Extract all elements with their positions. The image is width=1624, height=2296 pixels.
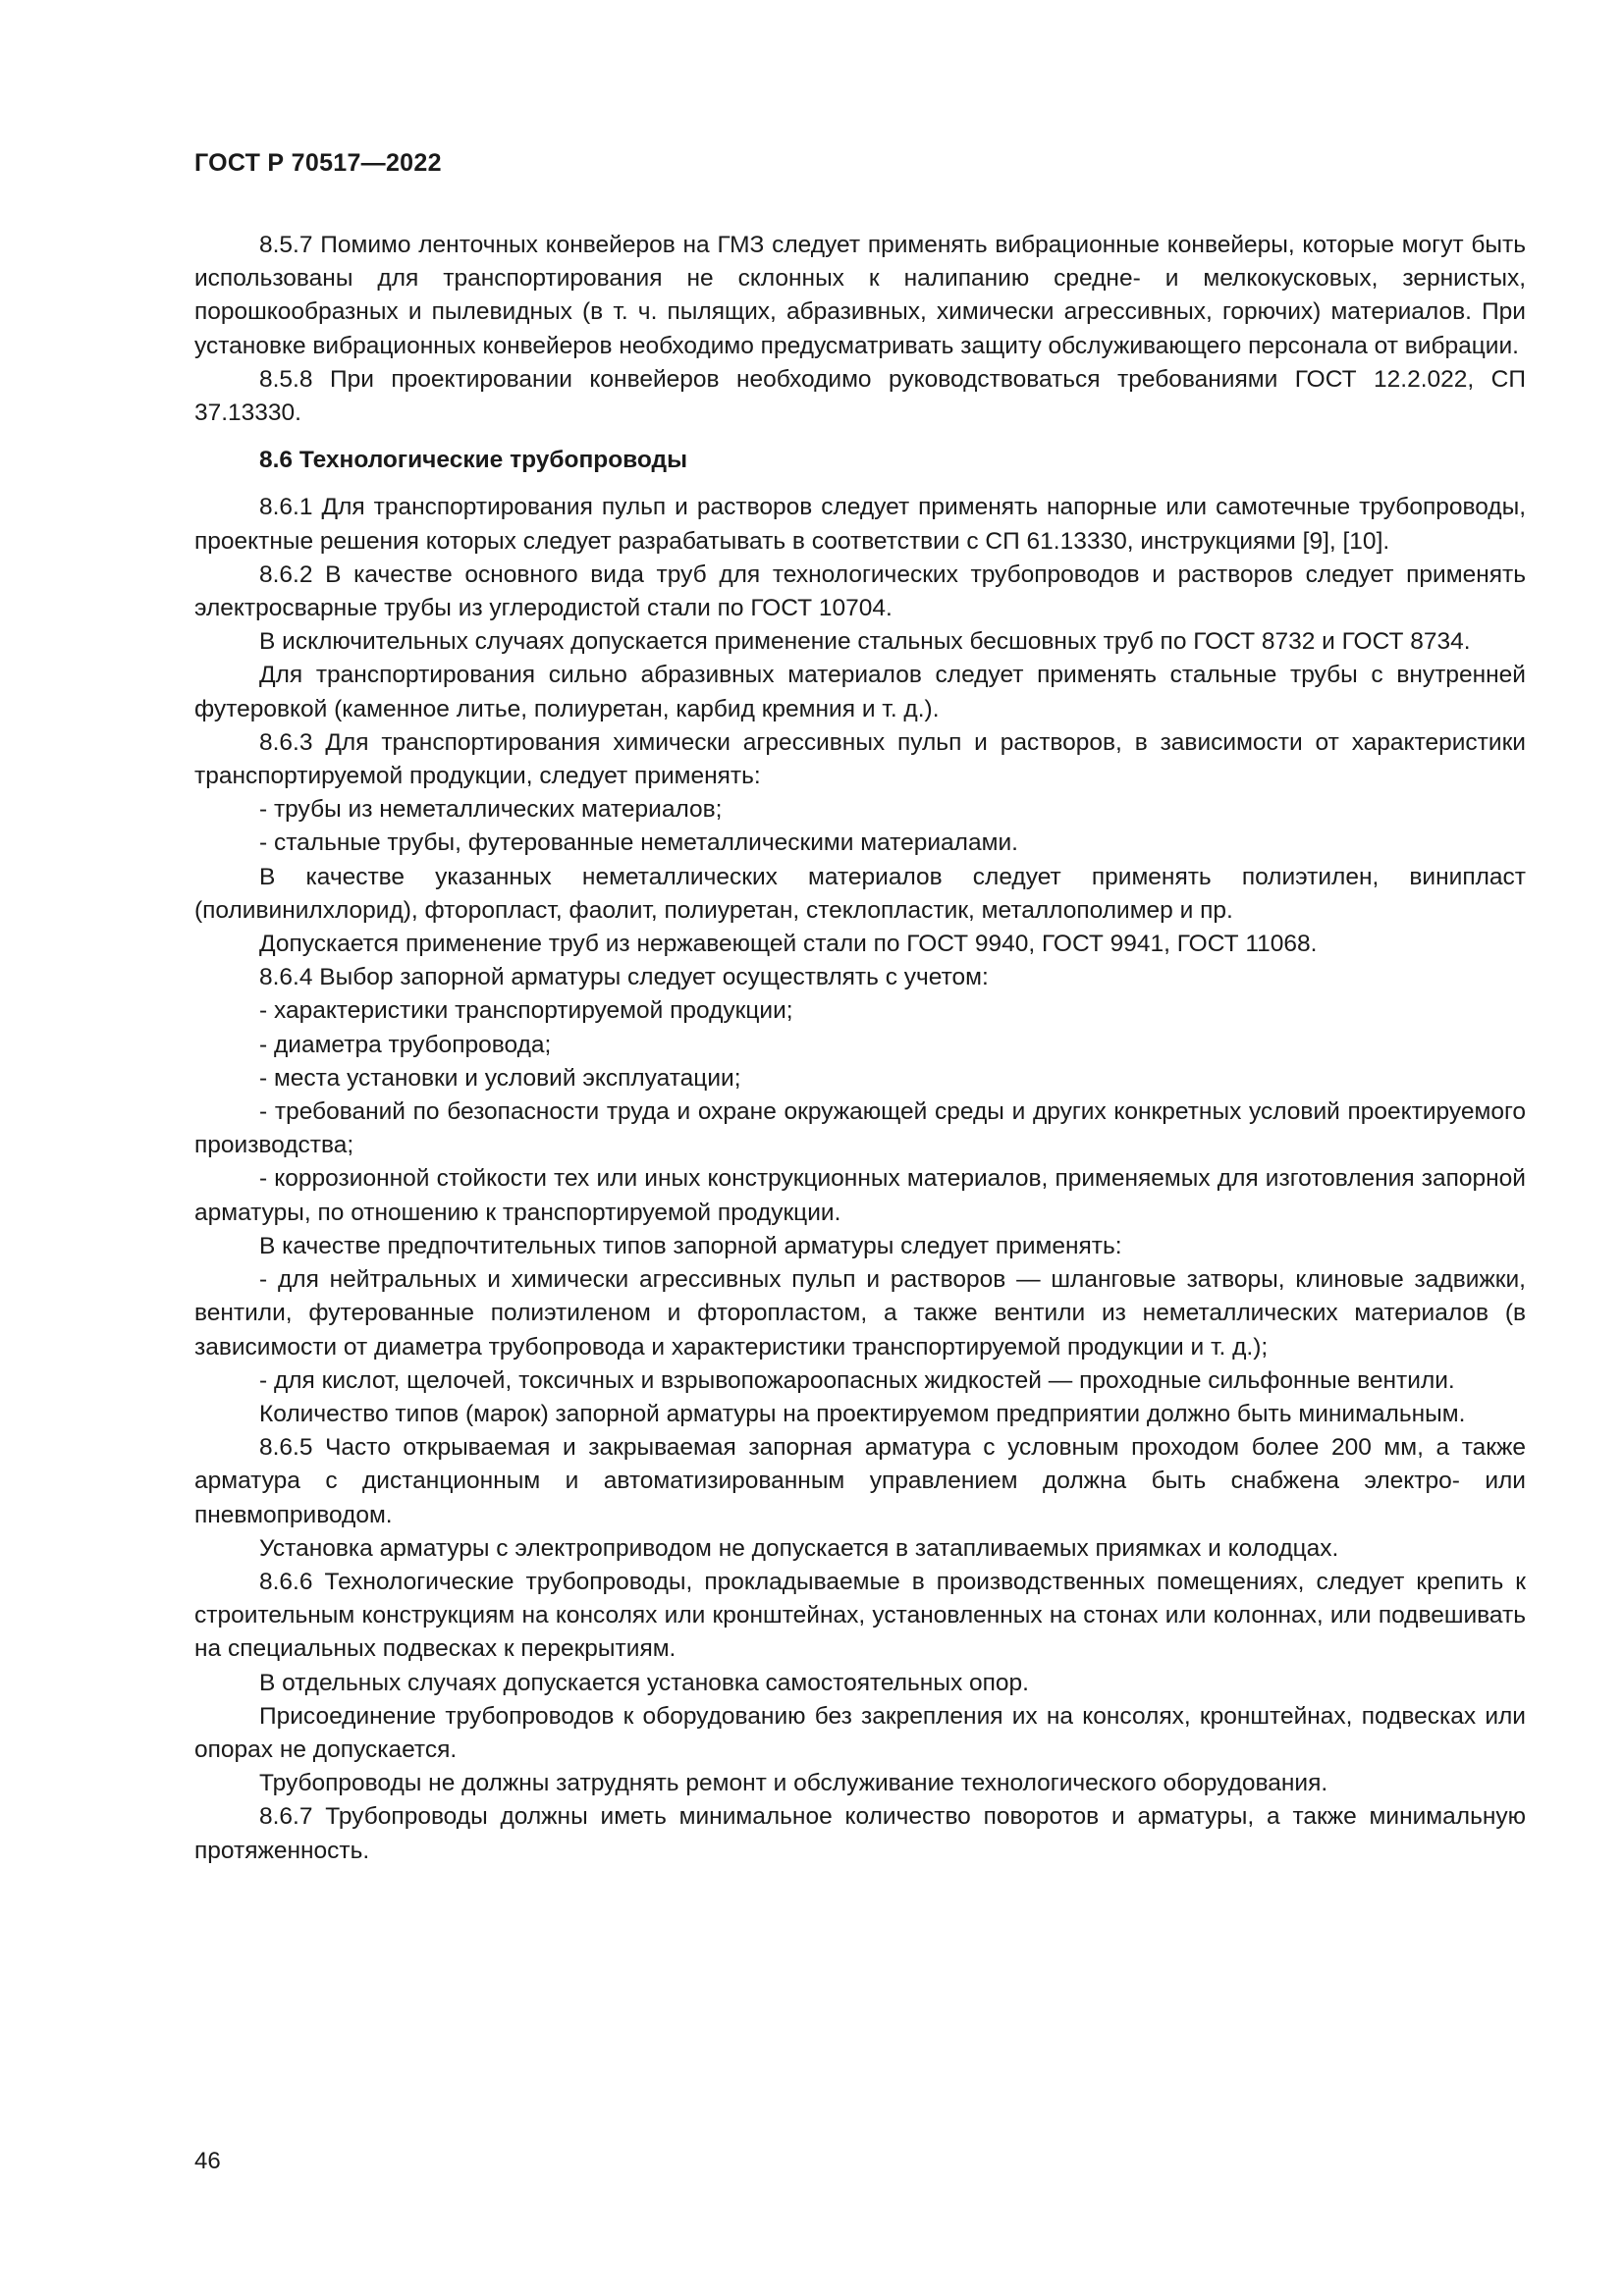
paragraph: 8.6.1 Для транспортирования пульп и растворов следует применять напорные или самотечные трубопроводы, проектные решения которых следует разрабатывать в соответствии с СП 61.13330, инструкциями [9], [10].: [194, 494, 1526, 555]
paragraph: Установка арматуры с электроприводом не допускается в затапливаемых приямках и колодцах.: [259, 1534, 1339, 1562]
paragraph: 8.6.4 Выбор запорной арматуры следует осуществлять с учетом:: [259, 964, 989, 991]
paragraph: Для транспортирования сильно абразивных материалов следует применять стальные трубы с внутренней футеровкой (каменное литье, полиуретан, карбид кремния и т. д.).: [194, 662, 1526, 722]
paragraph: Количество типов (марок) запорной арматуры на проектируемом предприятии должно быть минимальным.: [259, 1400, 1466, 1427]
paragraph: 8.6.7 Трубопроводы должны иметь минимальное количество поворотов и арматуры, а также минимальную протяженность.: [194, 1803, 1526, 1864]
list-item: - трубы из неметаллических материалов;: [259, 796, 723, 824]
paragraph: 8.6.3 Для транспортирования химически агрессивных пульп и растворов, в зависимости от характеристики транспортируемой продукции, следует применять:: [194, 728, 1526, 790]
list-item: - диаметра трубопровода;: [259, 1031, 552, 1058]
list-item: - коррозионной стойкости тех или иных конструкционных материалов, применяемых для изготовления запорной арматуры, по отношению к транспортируемой продукции.: [194, 1165, 1526, 1226]
paragraph: В исключительных случаях допускается применение стальных бесшовных труб по ГОСТ 8732 и ГОСТ 8734.: [259, 628, 1471, 656]
list-item: - стальные трубы, футерованные неметаллическими материалами.: [259, 829, 1018, 857]
paragraph: Трубопроводы не должны затруднять ремонт и обслуживание технологического оборудования.: [259, 1770, 1328, 1797]
paragraph: 8.5.8 При проектировании конвейеров необходимо руководствоваться требованиями ГОСТ 12.2.022, СП 37.13330.: [194, 365, 1526, 427]
document-header: ГОСТ Р 70517—2022: [194, 149, 442, 177]
document-body: [194, 229, 1526, 1868]
paragraph: 8.6.2 В качестве основного вида труб для технологических трубопроводов и растворов следует применять электросварные трубы из углеродистой стали по ГОСТ 10704.: [194, 561, 1526, 622]
section-heading: 8.6 Технологические трубопроводы: [259, 447, 688, 474]
paragraph: Присоединение трубопроводов к оборудованию без закрепления их на консолях, кронштейнах, подвесках или опорах не допускается.: [194, 1702, 1526, 1763]
paragraph: 8.5.7 Помимо ленточных конвейеров на ГМЗ следует применять вибрационные конвейеры, которые могут быть использованы для транспортирования не склонных к налипанию средне- и мелкокусковых, зернистых, порошкообразных и пылевидных (в т. ч. пылящих, абразивных, химически агрессивных, горючих) материалов. При установке вибрационных конвейеров необходимо предусматривать защиту обслуживающего персонала от вибрации.: [194, 232, 1526, 359]
paragraph: 8.6.5 Часто открываемая и закрываемая запорная арматура с условным проходом более 200 мм, а также арматура с дистанционным и автоматизированным управлением должна быть снабжена электро- или пневмоприводом.: [194, 1434, 1526, 1528]
page-number: 46: [194, 2148, 221, 2174]
paragraph: В качестве предпочтительных типов запорной арматуры следует применять:: [259, 1232, 1122, 1259]
list-item: - требований по безопасности труда и охране окружающей среды и других конкретных условий проектируемого производства;: [194, 1098, 1526, 1159]
list-item: - для нейтральных и химически агрессивных пульп и растворов — шланговые затворы, клиновые задвижки, вентили, футерованные полиэтиленом и фторопластом, а также вентили из неметаллических материалов (в зависимости от диаметра трубопровода и характеристики транспортируемой продукции и т. д.);: [194, 1266, 1526, 1361]
paragraph: 8.6.6 Технологические трубопроводы, прокладываемые в производственных помещениях, следует крепить к строительным конструкциям на консолях или кронштейнах, установленных на стонах или колоннах, или подвешивать на специальных подвесках к перекрытиям.: [194, 1568, 1526, 1663]
paragraph: В качестве указанных неметаллических материалов следует применять полиэтилен, винипласт (поливинилхлорид), фторопласт, фаолит, полиуретан, стеклопластик, металлополимер и пр.: [194, 863, 1526, 924]
paragraph: Допускается применение труб из нержавеющей стали по ГОСТ 9940, ГОСТ 9941, ГОСТ 11068.: [259, 931, 1318, 958]
paragraph: В отдельных случаях допускается установка самостоятельных опор.: [259, 1669, 1029, 1696]
list-item: - характеристики транспортируемой продукции;: [259, 997, 793, 1025]
list-item: - места установки и условий эксплуатации;: [259, 1064, 741, 1092]
list-item: - для кислот, щелочей, токсичных и взрывопожароопасных жидкостей — проходные сильфонные вентили.: [259, 1366, 1455, 1394]
